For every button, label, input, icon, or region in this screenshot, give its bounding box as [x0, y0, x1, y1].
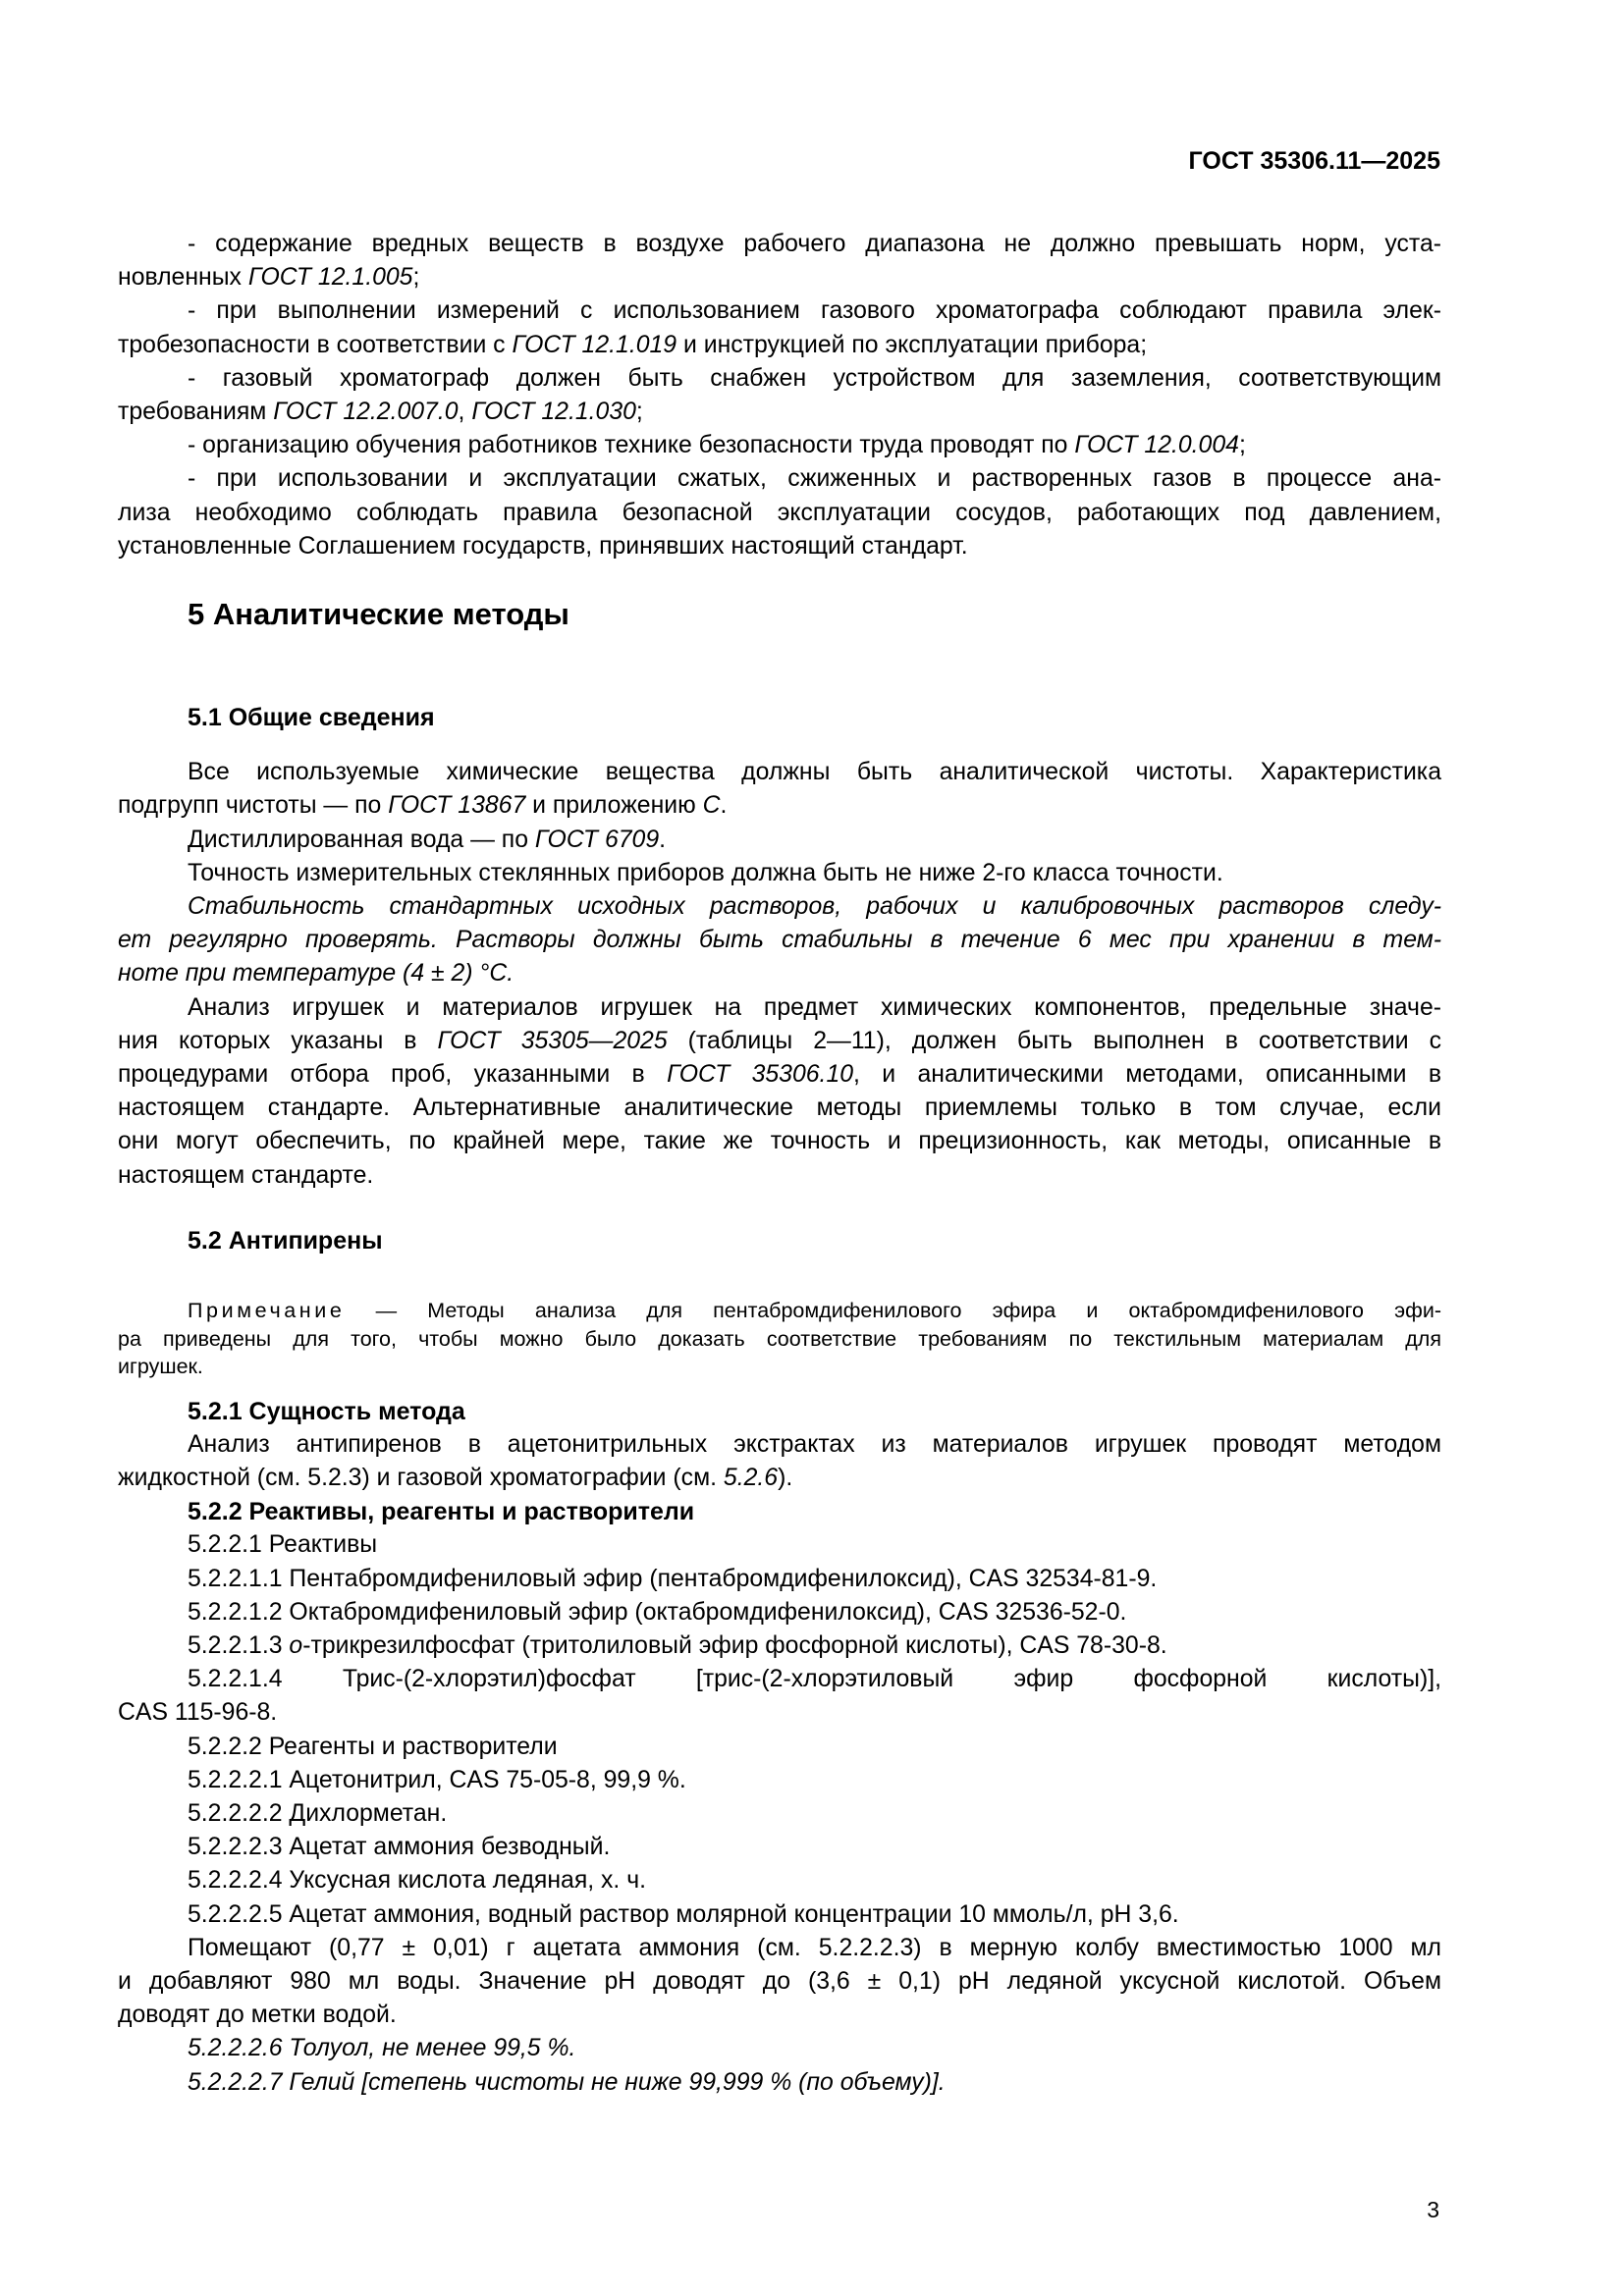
paragraph: Анализ антипиренов в ацетонитрильных экстрактах из материалов игрушек проводят методом — [188, 1430, 1441, 1458]
list-item: 5.2.2.1.4 Трис-(2-хлорэтил)фосфат [трис-(2-хлорэтиловый эфир фосфорной кислоты)], — [188, 1666, 1441, 1693]
list-item: 5.2.2.2.7 Гелий [степень чистоты не ниже 99,999 % (по объему)]. — [188, 2068, 946, 2096]
safety-requirements — [118, 228, 1441, 563]
paragraph-cont: жидкостной (см. 5.2.3) и газовой хроматографии (см. 5.2.6). — [118, 1464, 793, 1491]
note-cont: ра приведены для того, чтобы можно было доказать соответствие требованиям по текстильным материалам для — [118, 1326, 1441, 1351]
section-5-2-1-title: 5.2.1 Сущность метода — [188, 1397, 465, 1425]
paragraph: Точность измерительных стеклянных приборов должна быть не ниже 2-го класса точности. — [188, 859, 1223, 886]
paragraph-cont: они могут обеспечить, по крайней мере, такие же точность и прецизионность, как методы, описанные в — [118, 1128, 1441, 1155]
list-item-cont: требованиям ГОСТ 12.2.007.0, ГОСТ 12.1.030; — [118, 399, 643, 426]
list-item-cont: лиза необходимо соблюдать правила безопасной эксплуатации сосудов, работающих под давлением, — [118, 499, 1441, 526]
note-cont: игрушек. — [118, 1355, 203, 1379]
list-item: - содержание вредных веществ в воздухе рабочего диапазона не должно превышать норм, уста- — [188, 231, 1441, 257]
paragraph: Все используемые химические вещества должны быть аналитической чистоты. Характеристика — [188, 759, 1441, 786]
note: Примечание — Методы анализа для пентабромдифенилового эфира и октабромдифенилового эфи- — [188, 1299, 1441, 1323]
list-item: 5.2.2.1.3 о-трикрезилфосфат (тритолиловый эфир фосфорной кислоты), CAS 78-30-8. — [188, 1632, 1167, 1659]
list-item: 5.2.2.2.2 Дихлорметан. — [188, 1800, 448, 1828]
section-5-2-title: 5.2 Антипирены — [188, 1226, 383, 1255]
section-5-2-2-title: 5.2.2 Реактивы, реагенты и растворители — [188, 1498, 695, 1526]
list-item: - организацию обучения работников технике безопасности труда проводят по ГОСТ 12.0.004; — [188, 432, 1246, 459]
page-body — [118, 228, 1441, 2100]
list-item-cont: новленных ГОСТ 12.1.005; — [118, 264, 420, 292]
list-item: 5.2.2.2.5 Ацетат аммония, водный раствор молярной концентрации 10 ммоль/л, pH 3,6. — [188, 1900, 1179, 1928]
list-item: - газовый хроматограф должен быть снабжен устройством для заземления, соответствующим — [188, 364, 1441, 392]
list-item: 5.2.2.1.2 Октабромдифениловый эфир (октабромдифенилоксид), CAS 32536-52-0. — [188, 1598, 1127, 1626]
list-item: 5.2.2.2.3 Ацетат аммония безводный. — [188, 1834, 611, 1861]
paragraph-cont: доводят до метки водой. — [118, 2002, 397, 2029]
list-item: 5.2.2.2.6 Толуол, не менее 99,5 %. — [188, 2035, 576, 2062]
list-item-cont: CAS 115-96-8. — [118, 1699, 278, 1727]
paragraph-cont: процедурами отбора проб, указанными в ГОСТ 35306.10, и аналитическими методами, описанными в — [118, 1061, 1441, 1089]
paragraph-cont: подгрупп чистоты — по ГОСТ 13867 и приложению С. — [118, 792, 728, 820]
list-item-cont: тробезопасности в соответствии с ГОСТ 12.1.019 и инструкцией по эксплуатации прибора; — [118, 331, 1148, 358]
paragraph: Анализ игрушек и материалов игрушек на предмет химических компонентов, предельные значе- — [188, 993, 1441, 1021]
paragraph-cont: настоящем стандарте. — [118, 1161, 374, 1189]
subsection: 5.2.2.1 Реактивы — [188, 1531, 378, 1559]
paragraph-cont: и добавляют 980 мл воды. Значение pH доводят до (3,6 ± 0,1) pH ледяной уксусной кислотой. Объем — [118, 1968, 1441, 1996]
page-number: 3 — [1427, 2197, 1439, 2222]
list-item-cont: установленные Соглашением государств, принявших настоящий стандарт. — [118, 532, 968, 560]
section-5-title: 5 Аналитические методы — [188, 597, 569, 631]
list-item: 5.2.2.1.1 Пентабромдифениловый эфир (пентабромдифенилоксид), CAS 32534-81-9. — [188, 1565, 1158, 1592]
list-item: - при использовании и эксплуатации сжатых, сжиженных и растворенных газов в процессе ана- — [188, 465, 1441, 493]
paragraph-cont: ния которых указаны в ГОСТ 35305—2025 (таблицы 2—11), должен быть выполнен в соответствии с — [118, 1027, 1441, 1054]
paragraph: Стабильность стандартных исходных растворов, рабочих и калибровочных растворов следу- — [188, 893, 1441, 921]
section-5-1-title: 5.1 Общие сведения — [188, 704, 435, 732]
paragraph-cont: настоящем стандарте. Альтернативные аналитические методы приемлемы только в том случае, если — [118, 1095, 1441, 1122]
paragraph-cont: ноте при температуре (4 ± 2) °С. — [118, 960, 514, 988]
paragraph: Помещают (0,77 ± 0,01) г ацетата аммония (см. 5.2.2.2.3) в мерную колбу вместимостью 1000 мл — [188, 1934, 1441, 1961]
document-code: ГОСТ 35306.11—2025 — [1188, 147, 1440, 175]
list-item: - при выполнении измерений с использованием газового хроматографа соблюдают правила элек- — [188, 297, 1441, 325]
subsection: 5.2.2.2 Реагенты и растворители — [188, 1733, 558, 1760]
list-item: 5.2.2.2.1 Ацетонитрил, CAS 75-05-8, 99,9 %. — [188, 1766, 686, 1793]
paragraph-cont: ет регулярно проверять. Растворы должны быть стабильны в течение 6 мес при хранении в тем- — [118, 927, 1441, 954]
list-item: 5.2.2.2.4 Уксусная кислота ледяная, х. ч. — [188, 1867, 647, 1895]
paragraph: Дистиллированная вода — по ГОСТ 6709. — [188, 826, 667, 853]
